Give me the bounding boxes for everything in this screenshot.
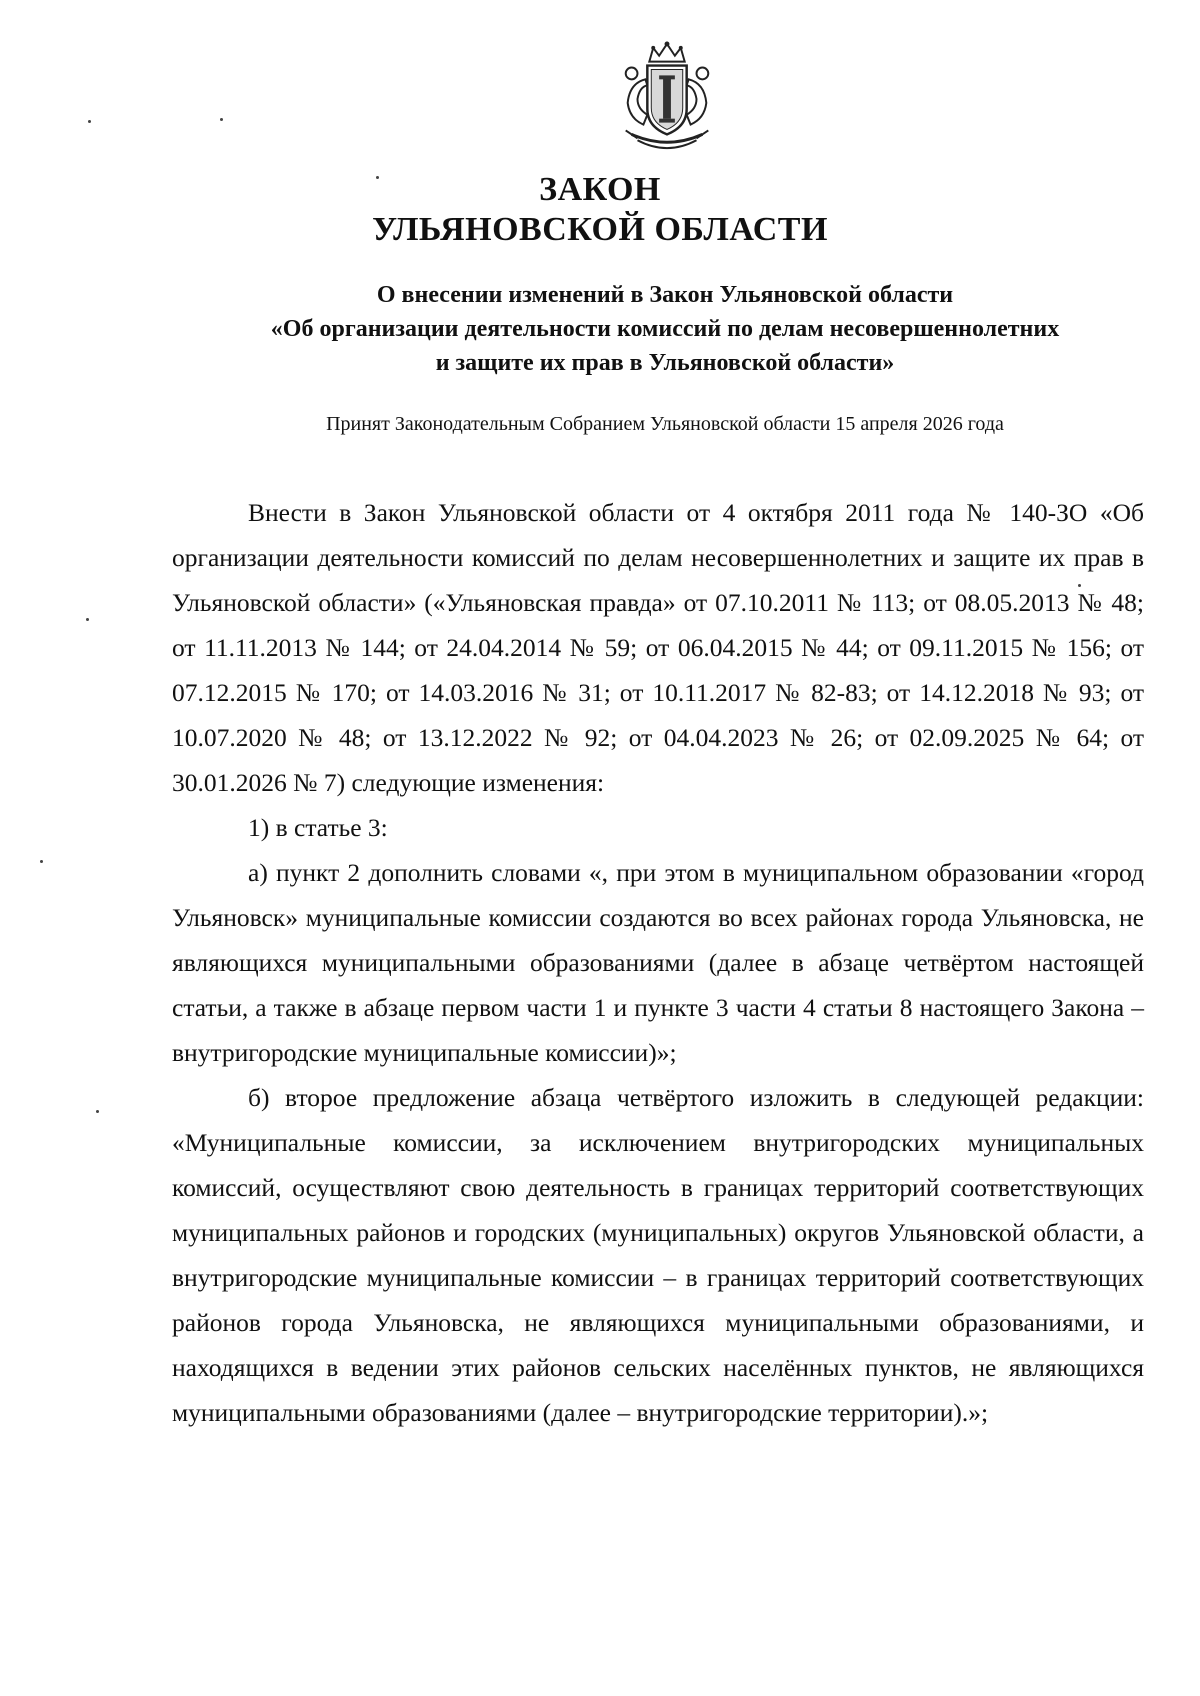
scan-speck: [88, 120, 91, 123]
subtitle-line-1: О внесении изменений в Закон Ульяновской области: [376, 282, 954, 308]
subtitle-line-3: и защите их прав в Ульяновской области»: [435, 350, 895, 376]
title-line-1: ЗАКОН: [539, 171, 661, 208]
scan-speck: [376, 176, 379, 179]
document-title: [0, 170, 1200, 250]
body-paragraph: б) второе предложение абзаца четвёртого изложить в следующей редакции: «Муниципальные комиссии, за исключением внутригородских муниципальных комиссий, осуществляют свою деятельность в границах территорий соответствующих муниципальных районов и городских (муниципальных) округов Ульяновской области, а внутригородские муниципальные комиссии – в границах территорий соответствующих районов города Ульяновска, не являющихся муниципальными образованиями, и находящихся в ведении этих районов сельских населённых пунктов, не являющихся муниципальными образованиями (далее – внутригородские территории).»;: [172, 1083, 1144, 1427]
scan-speck: [96, 1110, 99, 1113]
body-paragraph: Внести в Закон Ульяновской области от 4 октября 2011 года № 140-ЗО «Об организации деятельности комиссий по делам несовершеннолетних и защите их прав в Ульяновской области» («Ульяновская правда» от 07.10.2011 № 113; от 08.05.2013 № 48; от 11.11.2013 № 144; от 24.04.2014 № 59; от 06.04.2015 № 44; от 09.11.2015 № 156; от 07.12.2015 № 170; от 14.03.2016 № 31; от 10.11.2017 № 82-83; от 14.12.2018 № 93; от 10.07.2020 № 48; от 13.12.2022 № 92; от 04.04.2023 № 26; от 02.09.2025 № 64; от 30.01.2026 № 7) следующие изменения:: [172, 498, 1144, 797]
subtitle-line-2: «Об организации деятельности комиссий по делам несовершеннолетних: [270, 316, 1060, 342]
body-paragraph: а) пункт 2 дополнить словами «, при этом в муниципальном образовании «город Ульяновск» муниципальные комиссии создаются во всех районах города Ульяновска, не являющихся муниципальными образованиями (далее в абзаце четвёртом настоящей статьи, а также в абзаце первом части 1 и пункте 3 части 4 статьи 8 настоящего Закона – внутригородские муниципальные комиссии)»;: [172, 858, 1144, 1067]
adoption-note: Принят Законодательным Собранием Ульяновской области 15 апреля 2026 года: [326, 413, 1004, 435]
ulyanovsk-coat-of-arms-icon: [608, 40, 726, 158]
scan-speck: [220, 118, 223, 121]
scan-speck: [1078, 584, 1081, 587]
scan-speck: [40, 860, 43, 863]
law-body: [172, 490, 1144, 1435]
scan-speck: [86, 618, 89, 621]
title-line-2: УЛЬЯНОВСКОЙ ОБЛАСТИ: [372, 211, 828, 248]
law-subtitle: [170, 278, 1160, 380]
body-paragraph: 1) в статье 3:: [248, 813, 388, 842]
